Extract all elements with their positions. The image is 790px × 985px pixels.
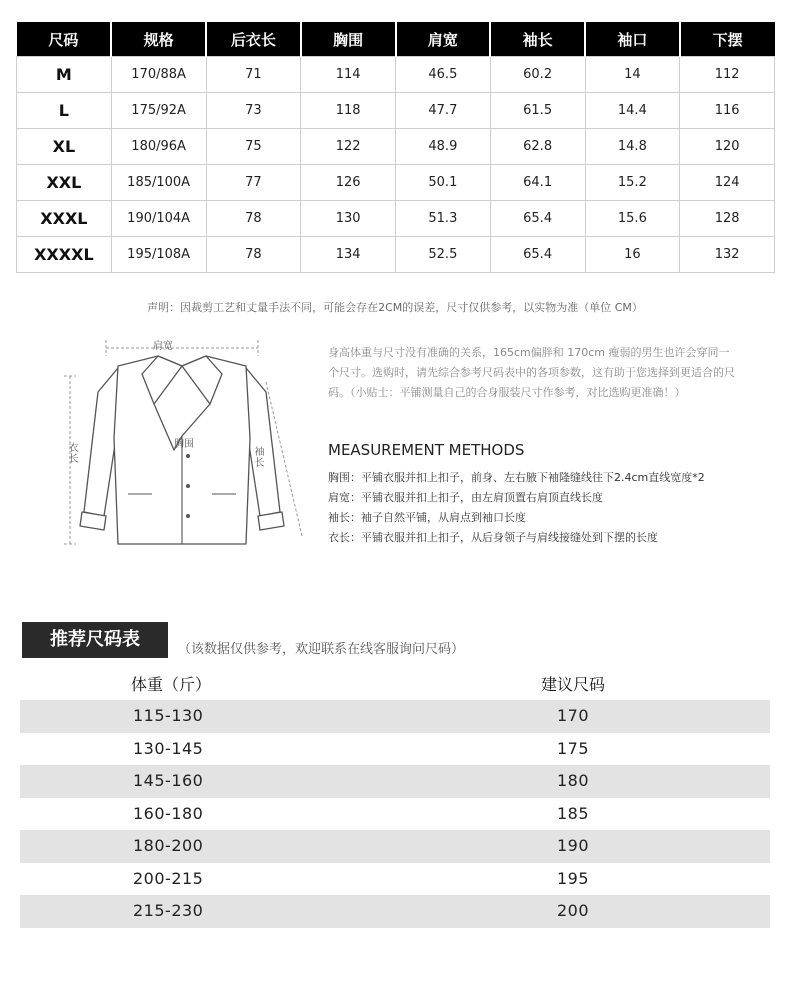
header-chest: 胸围 — [301, 22, 396, 57]
suggested-size: 190 — [557, 836, 590, 855]
cell-sleeve: 60.2 — [490, 57, 585, 93]
cell-hem: 116 — [680, 93, 775, 129]
sleeve-length-label: 袖长 — [252, 446, 263, 468]
cell-size: M — [17, 57, 112, 93]
weight-column-header: 体重（斤） — [131, 675, 212, 694]
table-row — [17, 129, 775, 165]
list-item — [20, 798, 770, 831]
cell-sleeve: 65.4 — [490, 201, 585, 237]
size-table — [16, 22, 775, 273]
recommend-note: （该数据仅供参考，欢迎联系在线客服询问尺码） — [178, 642, 465, 657]
table-row — [17, 57, 775, 93]
cell-back-length: 75 — [206, 129, 301, 165]
suggested-size: 200 — [557, 901, 590, 920]
cell-chest: 118 — [301, 93, 396, 129]
suggested-size: 175 — [557, 738, 590, 758]
header-hem: 下摆 — [680, 22, 775, 57]
suggested-size: 195 — [557, 868, 590, 888]
weight-range: 115-130 — [133, 706, 204, 725]
weight-range: 130-145 — [133, 738, 204, 758]
cell-chest: 126 — [301, 165, 396, 201]
cell-hem: 120 — [680, 129, 775, 165]
header-sleeve: 袖长 — [490, 22, 585, 57]
cell-shoulder: 50.1 — [396, 165, 491, 201]
table-row — [17, 93, 775, 129]
jacket-measurement-diagram — [58, 326, 308, 548]
weight-range: 180-200 — [133, 836, 204, 855]
header-shoulder: 肩宽 — [396, 22, 491, 57]
chest-label: 胸围 — [174, 439, 194, 450]
cell-cuff: 14 — [585, 57, 680, 93]
table-row — [17, 201, 775, 237]
header-spec: 规格 — [111, 22, 206, 57]
header-cuff: 袖口 — [585, 22, 680, 57]
cell-hem: 128 — [680, 201, 775, 237]
cell-back-length: 71 — [206, 57, 301, 93]
cell-shoulder: 48.9 — [396, 129, 491, 165]
cell-hem: 132 — [680, 237, 775, 273]
weight-range: 215-230 — [133, 901, 204, 920]
method-shoulder: 肩宽：平铺衣服并扣上扣子，由左肩顶置右肩顶直线长度 — [328, 491, 603, 504]
cell-shoulder: 46.5 — [396, 57, 491, 93]
recommend-table — [20, 700, 770, 928]
cell-size: XXL — [17, 165, 112, 201]
cell-chest: 134 — [301, 237, 396, 273]
cell-size: XL — [17, 129, 112, 165]
cell-shoulder: 51.3 — [396, 201, 491, 237]
cell-cuff: 15.2 — [585, 165, 680, 201]
cell-cuff: 15.6 — [585, 201, 680, 237]
list-item — [20, 895, 770, 928]
cell-back-length: 78 — [206, 237, 301, 273]
suggested-size: 185 — [557, 803, 590, 823]
measurement-methods-list — [328, 468, 758, 548]
disclaimer-text: 声明：因裁剪工艺和丈量手法不同，可能会存在2CM的误差，尺寸仅供参考，以实物为准（单位 CM） — [147, 301, 643, 314]
cell-shoulder: 52.5 — [396, 237, 491, 273]
list-item — [20, 863, 770, 896]
method-sleeve: 袖长：袖子自然平铺，从肩点到袖口长度 — [328, 511, 526, 524]
cell-sleeve: 62.8 — [490, 129, 585, 165]
weight-range: 160-180 — [133, 803, 204, 823]
cell-size: XXXXL — [17, 237, 112, 273]
suggested-size: 170 — [557, 706, 590, 725]
cell-cuff: 14.4 — [585, 93, 680, 129]
cell-shoulder: 47.7 — [396, 93, 491, 129]
cell-size: XXXL — [17, 201, 112, 237]
size-advice-text: 身高体重与尺寸没有准确的关系，165cm偏胖和 170cm 瘦弱的男生也许会穿同一个尺寸。选购时，请先综合参考尺码表中的各项参数，这有助于您选择到更适合的尺码。（小贴士：平铺测量自己的合身服装尺寸作参考，对比选购更准确！） — [328, 346, 735, 399]
shoulder-width-label: 肩宽 — [153, 341, 173, 352]
header-size: 尺码 — [17, 22, 112, 57]
list-item — [20, 830, 770, 863]
method-chest: 胸围：平铺衣服并扣上扣子，前身、左右腋下袖隆缝线往下2.4cm直线宽度*2 — [328, 471, 705, 484]
cell-chest: 114 — [301, 57, 396, 93]
recommend-banner: 推荐尺码表 — [22, 622, 168, 658]
cell-sleeve: 64.1 — [490, 165, 585, 201]
cell-hem: 112 — [680, 57, 775, 93]
cell-cuff: 16 — [585, 237, 680, 273]
body-length-label: 衣长 — [66, 442, 77, 464]
list-item — [20, 765, 770, 798]
cell-sleeve: 61.5 — [490, 93, 585, 129]
list-item — [20, 733, 770, 766]
size-column-header: 建议尺码 — [541, 675, 606, 694]
cell-back-length: 77 — [206, 165, 301, 201]
cell-chest: 130 — [301, 201, 396, 237]
cell-sleeve: 65.4 — [490, 237, 585, 273]
table-row — [17, 165, 775, 201]
cell-spec: 180/96A — [111, 129, 206, 165]
cell-back-length: 78 — [206, 201, 301, 237]
list-item — [20, 700, 770, 733]
table-row — [17, 237, 775, 273]
weight-range: 200-215 — [133, 868, 204, 888]
method-length: 衣长：平铺衣服并扣上扣子，从后身领子与肩线接缝处到下摆的长度 — [328, 531, 658, 544]
size-table-header — [17, 22, 775, 57]
cell-chest: 122 — [301, 129, 396, 165]
cell-spec: 175/92A — [111, 93, 206, 129]
cell-size: L — [17, 93, 112, 129]
cell-spec: 170/88A — [111, 57, 206, 93]
weight-range: 145-160 — [133, 771, 204, 790]
suggested-size: 180 — [557, 771, 590, 790]
header-back-length: 后衣长 — [206, 22, 301, 57]
measurement-methods-title: MEASUREMENT METHODS — [328, 441, 525, 459]
cell-spec: 185/100A — [111, 165, 206, 201]
cell-spec: 190/104A — [111, 201, 206, 237]
cell-cuff: 14.8 — [585, 129, 680, 165]
cell-hem: 124 — [680, 165, 775, 201]
cell-spec: 195/108A — [111, 237, 206, 273]
cell-back-length: 73 — [206, 93, 301, 129]
